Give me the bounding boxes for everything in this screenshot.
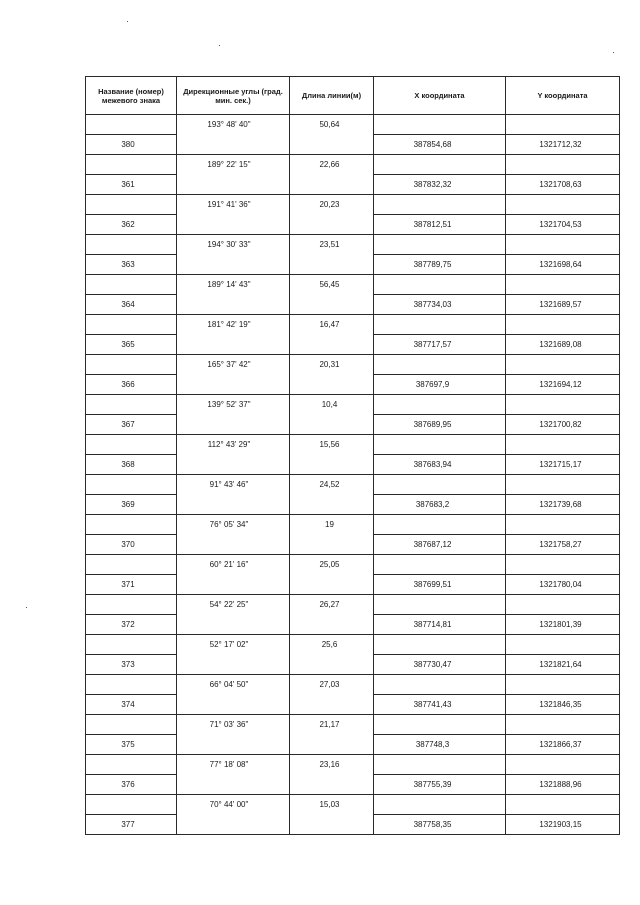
segment-x-cell [374,195,506,215]
point-length-cell [290,735,374,755]
scan-speck [219,45,220,46]
segment-y-cell [506,395,620,415]
line-length-cell: 56,45 [290,275,374,295]
line-length-cell: 19 [290,515,374,535]
point-length-cell [290,175,374,195]
point-angle-cell [177,175,290,195]
header-direction-angle: Дирекционные углы (град. мин. сек.) [177,77,290,115]
table-row [86,415,620,435]
line-length-cell: 15,56 [290,435,374,455]
table-header-row [86,77,620,115]
y-coordinate-cell: 1321689,08 [506,335,620,355]
segment-y-cell [506,355,620,375]
direction-angle-cell: 91° 43' 46" [177,475,290,495]
direction-angle-cell: 54° 22' 25" [177,595,290,615]
segment-row [86,315,620,335]
segment-row [86,195,620,215]
x-coordinate-cell: 387741,43 [374,695,506,715]
segment-y-cell [506,675,620,695]
y-coordinate-cell: 1321689,57 [506,295,620,315]
point-angle-cell [177,415,290,435]
segment-y-cell [506,555,620,575]
segment-row [86,555,620,575]
table-row [86,815,620,835]
x-coordinate-cell: 387699,51 [374,575,506,595]
direction-angle-cell: 52° 17' 02" [177,635,290,655]
line-length-cell: 23,51 [290,235,374,255]
direction-angle-cell: 76° 05' 34" [177,515,290,535]
segment-name-cell [86,555,177,575]
point-length-cell [290,655,374,675]
table-row [86,735,620,755]
segment-row [86,475,620,495]
point-angle-cell [177,575,290,595]
segment-y-cell [506,795,620,815]
point-name-cell: 365 [86,335,177,355]
line-length-cell: 20,23 [290,195,374,215]
segment-name-cell [86,475,177,495]
segment-name-cell [86,795,177,815]
y-coordinate-cell: 1321700,82 [506,415,620,435]
point-name-cell: 380 [86,135,177,155]
point-length-cell [290,215,374,235]
segment-name-cell [86,715,177,735]
segment-row [86,795,620,815]
segment-name-cell [86,115,177,135]
line-length-cell: 15,03 [290,795,374,815]
point-name-cell: 376 [86,775,177,795]
segment-x-cell [374,155,506,175]
y-coordinate-cell: 1321903,15 [506,815,620,835]
direction-angle-cell: 189° 22' 15" [177,155,290,175]
point-length-cell [290,455,374,475]
segment-y-cell [506,155,620,175]
table-row [86,295,620,315]
y-coordinate-cell: 1321801,39 [506,615,620,635]
y-coordinate-cell: 1321708,63 [506,175,620,195]
point-length-cell [290,375,374,395]
y-coordinate-cell: 1321888,96 [506,775,620,795]
x-coordinate-cell: 387734,03 [374,295,506,315]
table-row [86,615,620,635]
segment-x-cell [374,515,506,535]
table-row [86,535,620,555]
line-length-cell: 50,64 [290,115,374,135]
header-x-coordinate: X координата [374,77,506,115]
point-name-cell: 363 [86,255,177,275]
y-coordinate-cell: 1321739,68 [506,495,620,515]
x-coordinate-cell: 387683,94 [374,455,506,475]
line-length-cell: 20,31 [290,355,374,375]
point-length-cell [290,415,374,435]
table-row [86,575,620,595]
point-angle-cell [177,495,290,515]
segment-y-cell [506,515,620,535]
point-length-cell [290,295,374,315]
point-name-cell: 366 [86,375,177,395]
point-name-cell: 361 [86,175,177,195]
segment-name-cell [86,275,177,295]
x-coordinate-cell: 387697,9 [374,375,506,395]
point-angle-cell [177,215,290,235]
segment-row [86,395,620,415]
line-length-cell: 24,52 [290,475,374,495]
direction-angle-cell: 71° 03' 36" [177,715,290,735]
table-row [86,655,620,675]
x-coordinate-cell: 387714,81 [374,615,506,635]
direction-angle-cell: 194° 30' 33" [177,235,290,255]
point-angle-cell [177,375,290,395]
point-name-cell: 368 [86,455,177,475]
segment-y-cell [506,595,620,615]
table-row [86,215,620,235]
table-row [86,175,620,195]
segment-name-cell [86,155,177,175]
x-coordinate-cell: 387717,57 [374,335,506,355]
y-coordinate-cell: 1321866,37 [506,735,620,755]
table-row [86,695,620,715]
line-length-cell: 25,6 [290,635,374,655]
table-row [86,255,620,275]
line-length-cell: 22,66 [290,155,374,175]
x-coordinate-cell: 387730,47 [374,655,506,675]
table-row [86,135,620,155]
table-row [86,495,620,515]
segment-name-cell [86,235,177,255]
point-angle-cell [177,615,290,635]
direction-angle-cell: 181° 42' 19" [177,315,290,335]
point-name-cell: 362 [86,215,177,235]
segment-name-cell [86,355,177,375]
x-coordinate-cell: 387748,3 [374,735,506,755]
point-length-cell [290,135,374,155]
segment-name-cell [86,435,177,455]
direction-angle-cell: 139° 52' 37" [177,395,290,415]
line-length-cell: 16,47 [290,315,374,335]
direction-angle-cell: 60° 21' 16" [177,555,290,575]
segment-name-cell [86,635,177,655]
y-coordinate-cell: 1321715,17 [506,455,620,475]
segment-name-cell [86,195,177,215]
segment-row [86,755,620,775]
point-name-cell: 364 [86,295,177,315]
segment-y-cell [506,475,620,495]
point-length-cell [290,775,374,795]
segment-row [86,515,620,535]
point-name-cell: 374 [86,695,177,715]
table-row [86,455,620,475]
direction-angle-cell: 191° 41' 36" [177,195,290,215]
segment-name-cell [86,315,177,335]
point-length-cell [290,615,374,635]
segment-y-cell [506,635,620,655]
y-coordinate-cell: 1321698,64 [506,255,620,275]
segment-x-cell [374,595,506,615]
segment-row [86,595,620,615]
x-coordinate-cell: 387683,2 [374,495,506,515]
segment-x-cell [374,355,506,375]
point-angle-cell [177,735,290,755]
segment-row [86,635,620,655]
point-angle-cell [177,695,290,715]
segment-y-cell [506,195,620,215]
point-angle-cell [177,255,290,275]
table-row [86,775,620,795]
point-name-cell: 377 [86,815,177,835]
point-name-cell: 371 [86,575,177,595]
point-length-cell [290,535,374,555]
scan-speck [26,607,27,608]
point-angle-cell [177,535,290,555]
x-coordinate-cell: 387687,12 [374,535,506,555]
point-angle-cell [177,295,290,315]
direction-angle-cell: 165° 37' 42" [177,355,290,375]
segment-row [86,715,620,735]
point-angle-cell [177,775,290,795]
segment-x-cell [374,795,506,815]
direction-angle-cell: 66° 04' 50" [177,675,290,695]
direction-angle-cell: 112° 43' 29" [177,435,290,455]
segment-row [86,675,620,695]
point-length-cell [290,815,374,835]
table-row [86,375,620,395]
x-coordinate-cell: 387755,39 [374,775,506,795]
point-angle-cell [177,455,290,475]
segment-x-cell [374,435,506,455]
x-coordinate-cell: 387854,68 [374,135,506,155]
segment-name-cell [86,675,177,695]
x-coordinate-cell: 387758,35 [374,815,506,835]
segment-name-cell [86,515,177,535]
segment-name-cell [86,595,177,615]
segment-y-cell [506,315,620,335]
line-length-cell: 21,17 [290,715,374,735]
scan-speck [127,21,128,22]
segment-x-cell [374,395,506,415]
segment-row [86,155,620,175]
point-length-cell [290,495,374,515]
y-coordinate-cell: 1321712,32 [506,135,620,155]
y-coordinate-cell: 1321846,35 [506,695,620,715]
segment-x-cell [374,675,506,695]
y-coordinate-cell: 1321758,27 [506,535,620,555]
line-length-cell: 23,16 [290,755,374,775]
segment-y-cell [506,235,620,255]
point-length-cell [290,575,374,595]
point-name-cell: 367 [86,415,177,435]
boundary-coordinates-table [85,76,620,835]
point-length-cell [290,255,374,275]
segment-x-cell [374,715,506,735]
table-body [86,115,620,835]
line-length-cell: 26,27 [290,595,374,615]
segment-x-cell [374,315,506,335]
header-point-name: Название (номер) межевого знака [86,77,177,115]
segment-name-cell [86,755,177,775]
scan-speck [613,52,614,53]
line-length-cell: 10,4 [290,395,374,415]
segment-y-cell [506,715,620,735]
segment-x-cell [374,555,506,575]
x-coordinate-cell: 387789,75 [374,255,506,275]
segment-x-cell [374,115,506,135]
point-angle-cell [177,135,290,155]
segment-x-cell [374,275,506,295]
x-coordinate-cell: 387832,32 [374,175,506,195]
point-angle-cell [177,655,290,675]
x-coordinate-cell: 387812,51 [374,215,506,235]
segment-x-cell [374,235,506,255]
y-coordinate-cell: 1321704,53 [506,215,620,235]
segment-row [86,435,620,455]
point-name-cell: 375 [86,735,177,755]
line-length-cell: 27,03 [290,675,374,695]
segment-x-cell [374,755,506,775]
point-name-cell: 369 [86,495,177,515]
y-coordinate-cell: 1321821,64 [506,655,620,675]
x-coordinate-cell: 387689,95 [374,415,506,435]
direction-angle-cell: 189° 14' 43" [177,275,290,295]
header-y-coordinate: Y координата [506,77,620,115]
segment-y-cell [506,435,620,455]
direction-angle-cell: 77° 18' 08" [177,755,290,775]
segment-row [86,275,620,295]
point-angle-cell [177,335,290,355]
point-angle-cell [177,815,290,835]
point-name-cell: 372 [86,615,177,635]
point-length-cell [290,695,374,715]
point-length-cell [290,335,374,355]
direction-angle-cell: 70° 44' 00" [177,795,290,815]
segment-name-cell [86,395,177,415]
header-line-length: Длина линии(м) [290,77,374,115]
point-name-cell: 373 [86,655,177,675]
segment-row [86,235,620,255]
segment-y-cell [506,115,620,135]
table-row [86,335,620,355]
direction-angle-cell: 193° 48' 40" [177,115,290,135]
y-coordinate-cell: 1321780,04 [506,575,620,595]
line-length-cell: 25,05 [290,555,374,575]
segment-y-cell [506,755,620,775]
segment-x-cell [374,475,506,495]
segment-x-cell [374,635,506,655]
point-name-cell: 370 [86,535,177,555]
y-coordinate-cell: 1321694,12 [506,375,620,395]
segment-row [86,115,620,135]
segment-row [86,355,620,375]
segment-y-cell [506,275,620,295]
